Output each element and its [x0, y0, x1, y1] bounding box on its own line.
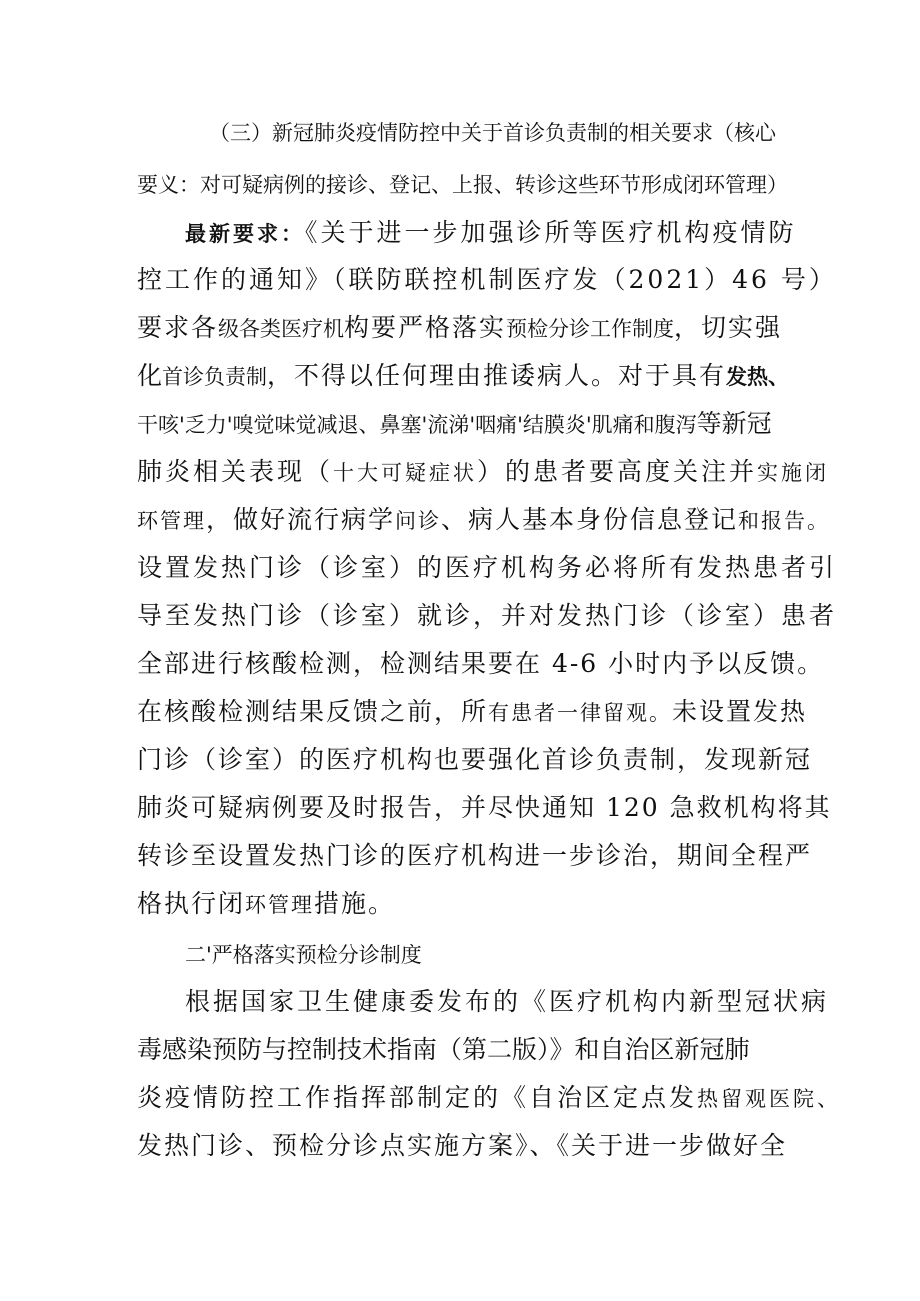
- section-heading-2: 二'严格落实预检分诊制度: [185, 943, 422, 967]
- paragraph-1-line-11: 在核酸检测结果反馈之前，所有患者一律留观。未设置发热: [137, 697, 808, 726]
- section-heading-3-line-1: （三）新冠肺炎疫情防控中关于首诊负责制的相关要求（核心: [209, 121, 776, 145]
- paragraph-1-line-13: 肺炎可疑病例要及时报告，并尽快通知 120 急救机构将其: [137, 793, 832, 822]
- paragraph-1-line-3: 要求各级各类医疗机构要严格落实预检分诊工作制度，切实强: [137, 313, 783, 342]
- paragraph-1-line-14: 转诊至设置发热门诊的医疗机构进一步诊治，期间全程严: [137, 841, 813, 870]
- notice-title-start: 《关于进一步加强诊所等医疗机构疫情防: [305, 218, 797, 247]
- paragraph-1-line-9: 导至发热门诊（诊室）就诊，并对发热门诊（诊室）患者: [137, 601, 838, 630]
- paragraph-2-line-1: 根据国家卫生健康委发布的《医疗机构内新型冠状病: [185, 987, 830, 1016]
- paragraph-2-line-4: 发热门诊、预检分诊点实施方案》、《关于进一步做好全: [137, 1131, 788, 1160]
- paragraph-2-line-2: 毒感染预防与控制技术指南（第二版）》和自治区新冠肺: [137, 1035, 750, 1064]
- paragraph-1-line-1: [185, 218, 797, 249]
- paragraph-1-line-4: 化首诊负责制，不得以任何理由推诿病人。对于具有发热、: [137, 361, 790, 390]
- paragraph-1-line-5: 干咳'乏力'嗅觉味觉减退、鼻塞'流涕'咽痛'结膜炎'肌痛和腹泻等新冠: [137, 409, 772, 438]
- pre-triage-system: 预检分诊工作制度: [506, 317, 675, 341]
- ten-suspicious-symptoms: 十大可疑症状: [333, 461, 478, 485]
- paragraph-1-line-2: 控工作的通知》（联防联控机制医疗发（2021）46 号）: [137, 265, 837, 294]
- section-heading-3-line-2: 要义：对可疑病例的接诊、登记、上报、转诊这些环节形成闭环管理）: [137, 173, 788, 197]
- paragraph-1-line-6: 肺炎相关表现（十大可疑症状）的患者要高度关注并实施闭: [137, 457, 830, 486]
- paragraph-1-line-12: 门诊（诊室）的医疗机构也要强化首诊负责制，发现新冠: [137, 745, 813, 774]
- first-diagnosis-responsibility: 首诊负责制: [162, 365, 268, 389]
- symptom-list: 干咳'乏力'嗅觉味觉减退、鼻塞'流涕'咽痛'结膜炎'肌痛和腹泻: [137, 413, 697, 437]
- latest-requirement-label: 最新要求：: [185, 222, 305, 246]
- paragraph-1-line-10: 全部进行核酸检测，检测结果要在 4-6 小时内予以反馈。: [137, 649, 825, 678]
- paragraph-1-line-15: 格执行闭环管理措施。: [137, 889, 396, 918]
- paragraph-1-line-8: 设置发热门诊（诊室）的医疗机构务必将所有发热患者引: [137, 553, 838, 582]
- paragraph-2-line-3: 炎疫情防控工作指挥部制定的《自治区定点发热留观医院、: [137, 1083, 842, 1112]
- paragraph-1-line-7: 环管理，做好流行病学问诊、病人基本身份信息登记和报告。: [137, 505, 831, 534]
